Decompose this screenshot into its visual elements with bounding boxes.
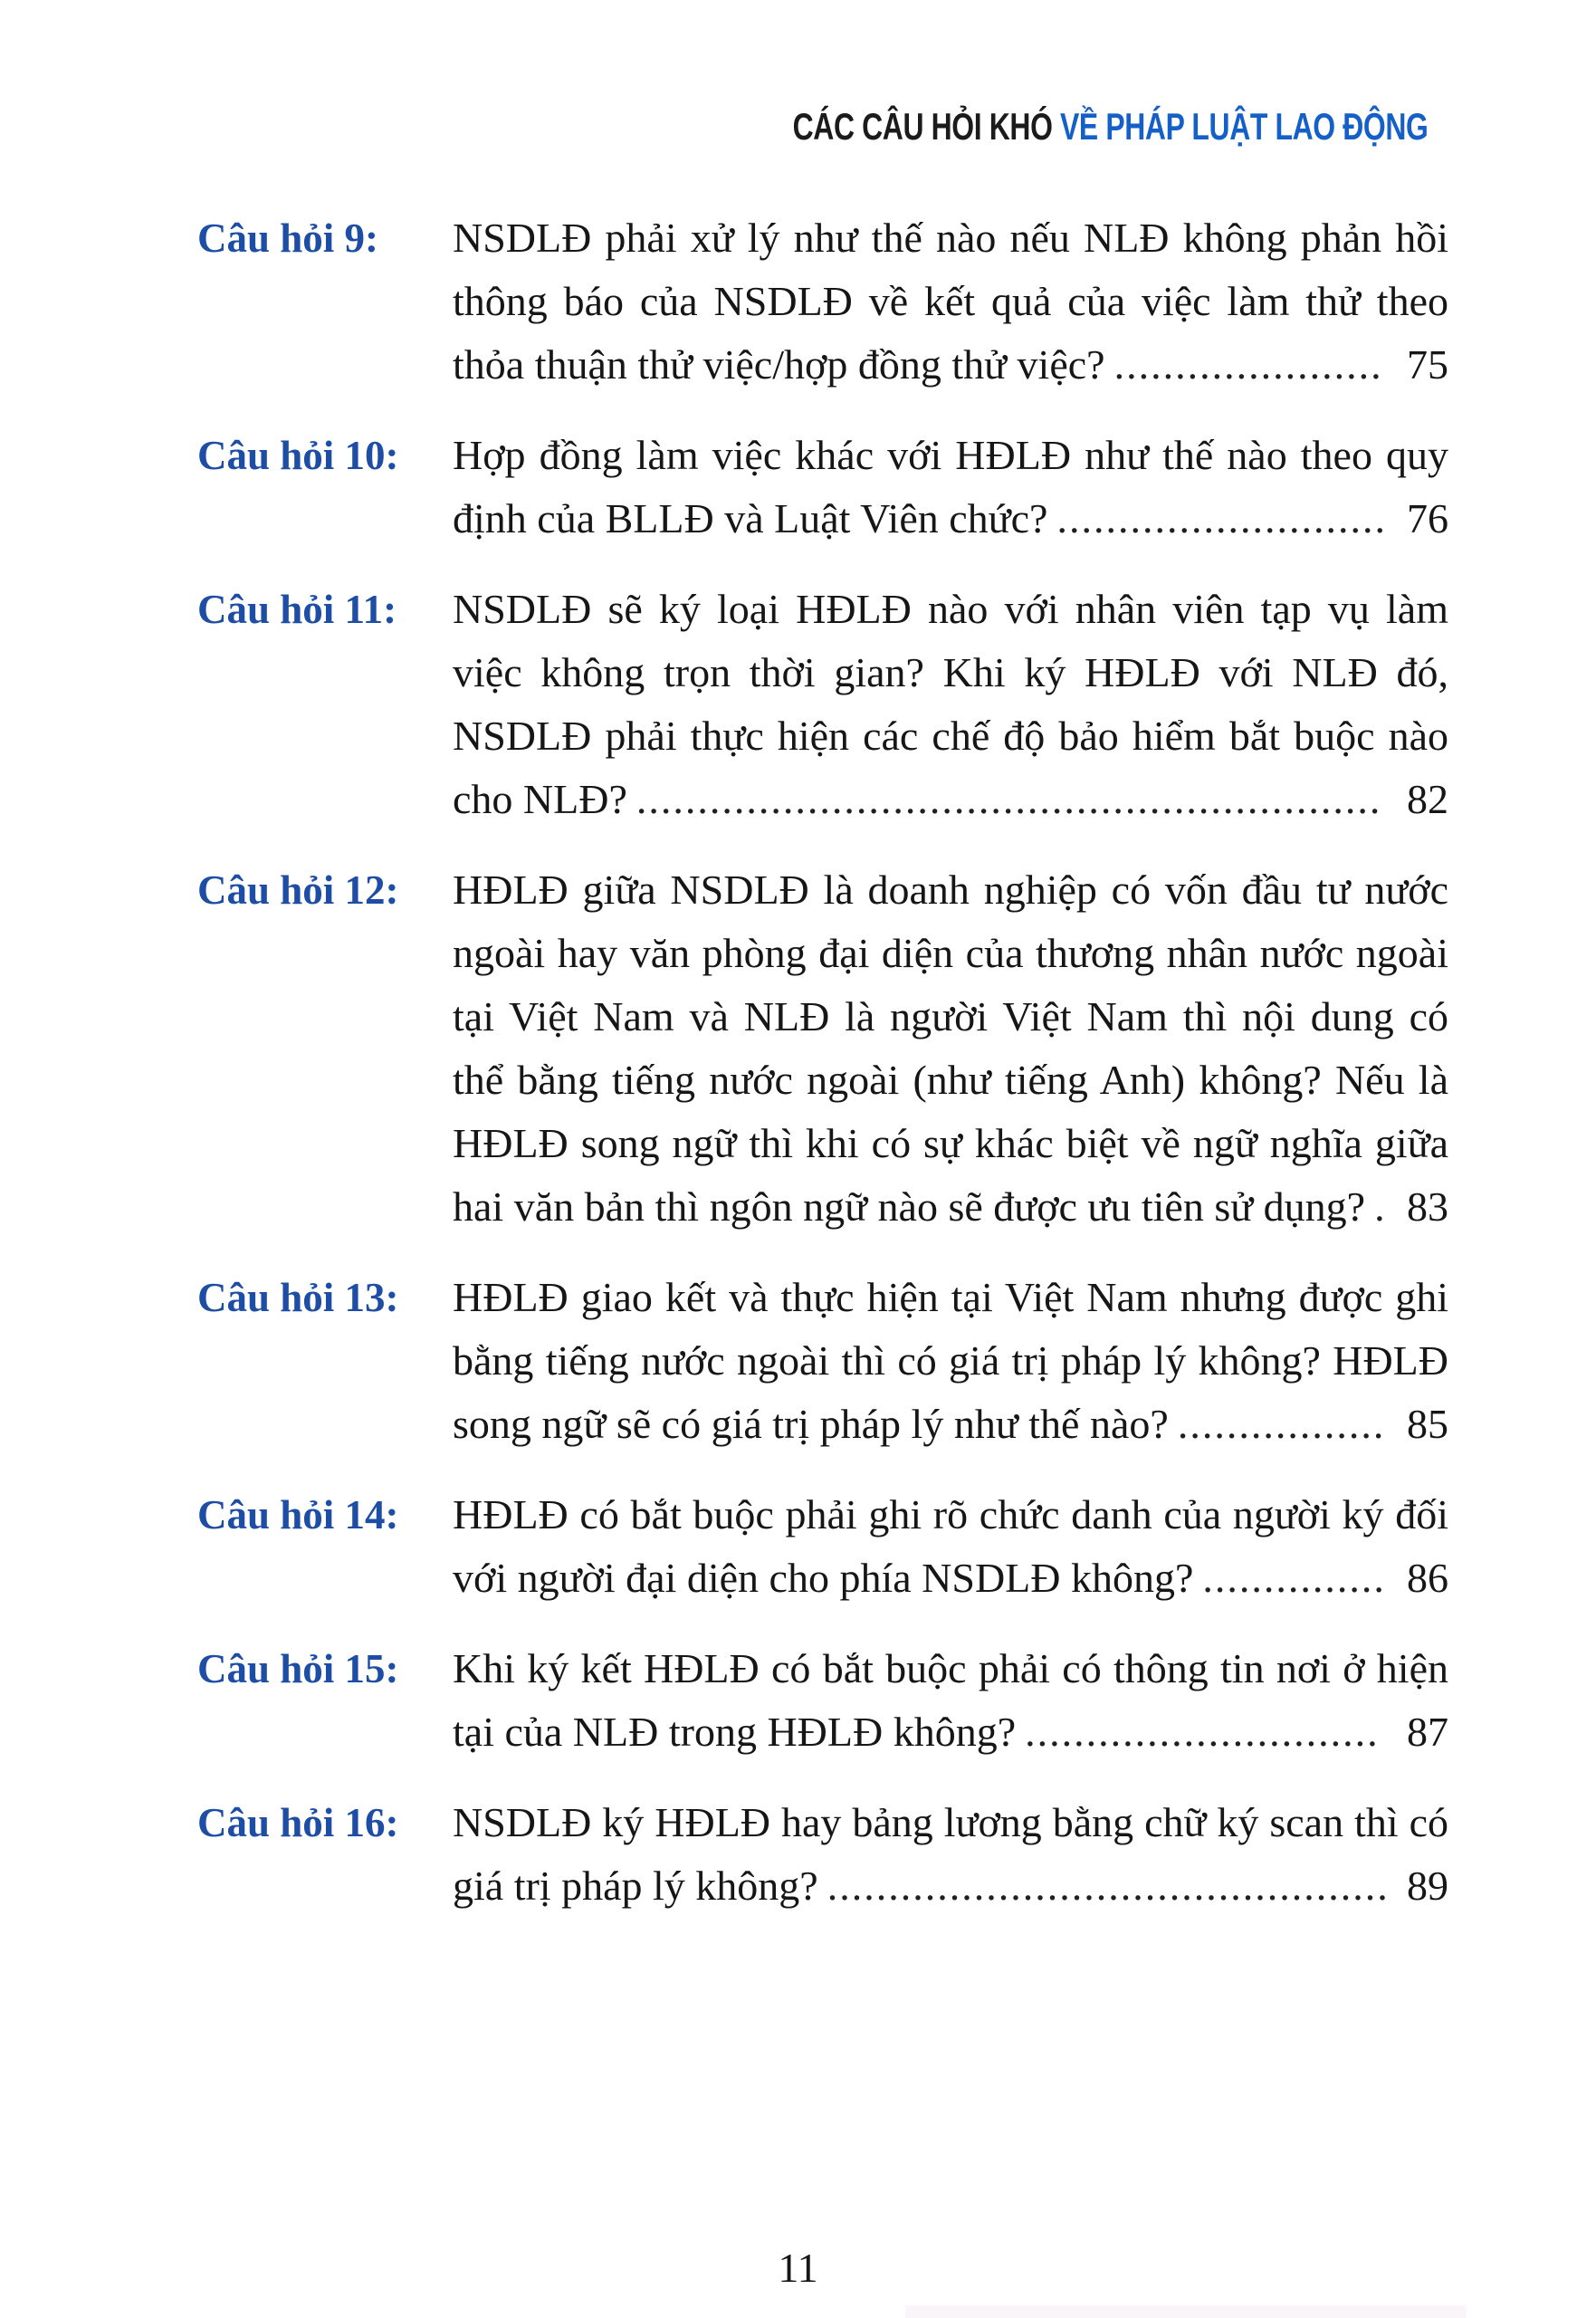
entry-page-number: 89 bbox=[1407, 1863, 1448, 1909]
entry-text: HĐLĐ giữa NSDLĐ là doanh nghiệp có vốn đầu tư nước ngoài hay văn phòng đại diện của thương nhân nước ngoài tại Việt Nam và NLĐ là người Việt Nam thì nội dung có thể bằng tiếng nước ngoài (như tiếng Anh) không? Nếu là HĐLĐ song ngữ thì khi có sự khác biệt về ngữ nghĩa giữa hai văn bản thì ngôn ngữ nào sẽ được ưu tiên sử dụng? bbox=[453, 867, 1448, 1230]
entry-page-number: 87 bbox=[1407, 1709, 1448, 1755]
dot-leader: ............................................................. bbox=[636, 776, 1382, 822]
entry-page-number: 75 bbox=[1407, 341, 1448, 388]
entry-page-number: 83 bbox=[1407, 1183, 1448, 1230]
entry-label: Câu hỏi 14: bbox=[197, 1492, 399, 1537]
entry-body bbox=[453, 1483, 1448, 1610]
entry-text: HĐLĐ có bắt buộc phải ghi rõ chức danh của người ký đối với người đại diện cho phía NSDLĐ không? bbox=[453, 1491, 1448, 1601]
entry-page-number: 76 bbox=[1407, 495, 1448, 541]
dot-leader: ............................. bbox=[1025, 1709, 1380, 1755]
toc-entry bbox=[197, 858, 1448, 1239]
entry-label: Câu hỏi 15: bbox=[197, 1646, 399, 1691]
page-number: 11 bbox=[778, 2245, 818, 2291]
entry-body bbox=[453, 858, 1448, 1239]
dot-leader: ................. bbox=[1177, 1401, 1386, 1447]
scan-artifact bbox=[905, 2305, 1467, 2318]
entry-body bbox=[453, 1791, 1448, 1918]
entry-label: Câu hỏi 10: bbox=[197, 433, 399, 478]
running-head-blue: VỀ PHÁP LUẬT LAO ĐỘNG bbox=[1059, 105, 1428, 148]
entry-text: NSDLĐ sẽ ký loại HĐLĐ nào với nhân viên tạp vụ làm việc không trọn thời gian? Khi ký HĐLĐ với NLĐ đó, NSDLĐ phải thực hiện các chế độ bảo hiểm bắt buộc nào cho NLĐ? bbox=[453, 586, 1448, 822]
entry-label: Câu hỏi 12: bbox=[197, 867, 399, 913]
entry-page-number: 82 bbox=[1407, 776, 1448, 822]
entry-body bbox=[453, 424, 1448, 551]
entry-label: Câu hỏi 11: bbox=[197, 587, 397, 632]
dot-leader: .............................................. bbox=[827, 1863, 1390, 1909]
toc-list bbox=[197, 206, 1448, 1945]
entry-page-number: 85 bbox=[1407, 1401, 1448, 1447]
entry-text: HĐLĐ giao kết và thực hiện tại Việt Nam nhưng được ghi bằng tiếng nước ngoài thì có giá trị pháp lý không? HĐLĐ song ngữ sẽ có giá trị pháp lý như thế nào? bbox=[453, 1274, 1448, 1447]
toc-entry bbox=[197, 578, 1448, 831]
dot-leader: ........................... bbox=[1056, 495, 1387, 541]
dot-leader: . bbox=[1374, 1183, 1387, 1230]
running-head bbox=[792, 105, 1428, 148]
entry-text: Khi ký kết HĐLĐ có bắt buộc phải có thông tin nơi ở hiện tại của NLĐ trong HĐLĐ không? bbox=[453, 1645, 1448, 1755]
entry-label: Câu hỏi 9: bbox=[197, 216, 379, 261]
entry-text: Hợp đồng làm việc khác với HĐLĐ như thế nào theo quy định của BLLĐ và Luật Viên chức? bbox=[453, 432, 1448, 541]
entry-body bbox=[453, 206, 1448, 397]
toc-entry bbox=[197, 1266, 1448, 1456]
entry-text: NSDLĐ phải xử lý như thế nào nếu NLĐ không phản hồi thông báo của NSDLĐ về kết quả của việc làm thử theo thỏa thuận thử việc/hợp đồng thử việc? bbox=[453, 215, 1448, 388]
dot-leader: ............... bbox=[1202, 1555, 1386, 1601]
entry-body bbox=[453, 1266, 1448, 1456]
entry-label: Câu hỏi 16: bbox=[197, 1800, 399, 1845]
toc-entry bbox=[197, 424, 1448, 551]
running-head-black: CÁC CÂU HỎI KHÓ bbox=[792, 105, 1053, 148]
toc-entry bbox=[197, 1791, 1448, 1918]
entry-page-number: 86 bbox=[1407, 1555, 1448, 1601]
entry-label: Câu hỏi 13: bbox=[197, 1275, 399, 1320]
toc-entry bbox=[197, 1637, 1448, 1764]
toc-entry bbox=[197, 206, 1448, 397]
entry-body bbox=[453, 578, 1448, 831]
entry-text: NSDLĐ ký HĐLĐ hay bảng lương bằng chữ ký scan thì có giá trị pháp lý không? bbox=[453, 1799, 1448, 1909]
entry-body bbox=[453, 1637, 1448, 1764]
dot-leader: ...................... bbox=[1113, 341, 1383, 388]
toc-entry bbox=[197, 1483, 1448, 1610]
